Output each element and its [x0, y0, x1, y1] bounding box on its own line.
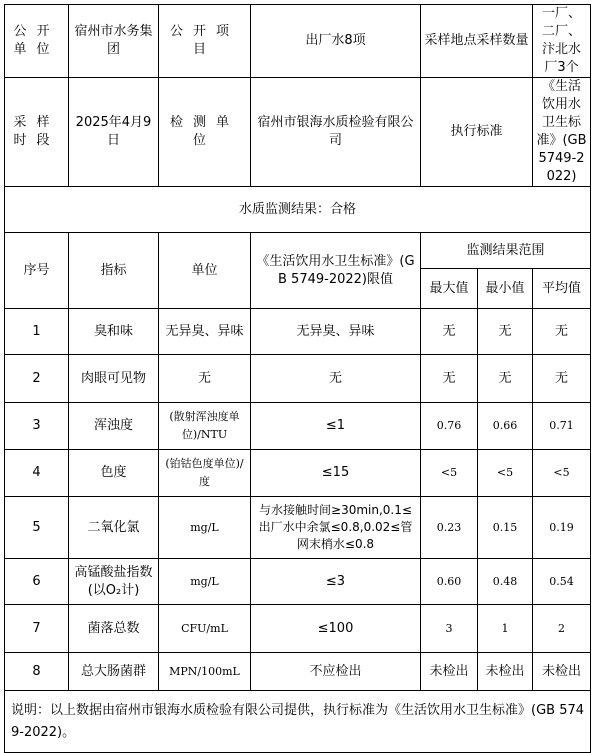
row-limit: ≤3 — [251, 559, 421, 605]
time-value: 2025年4月9日 — [69, 78, 159, 187]
row-limit: ≤100 — [251, 605, 421, 653]
row-unit: CFU/mL — [159, 605, 251, 653]
footnote: 说明：以上数据由宿州市银海水质检验有限公司提供，执行标准为《生活饮用水卫生标准》(GB 5749-2022)。 — [5, 691, 591, 753]
row-indicator: 色度 — [69, 450, 159, 497]
row-avg: 无 — [533, 309, 591, 355]
row-max: 3 — [421, 605, 478, 653]
table-row — [5, 497, 591, 559]
table-row — [5, 653, 591, 691]
row-index: 7 — [5, 605, 69, 653]
publisher-value: 宿州市水务集团 — [69, 5, 159, 78]
col-limit: 《生活饮用水卫生标准》(GB 5749-2022)限值 — [251, 233, 421, 309]
project-label: 公开项目 — [159, 5, 251, 78]
table-row — [5, 403, 591, 450]
row-min: 无 — [478, 355, 533, 403]
row-limit: 不应检出 — [251, 653, 421, 691]
water-quality-table — [4, 4, 591, 753]
col-index: 序号 — [5, 233, 69, 309]
col-max: 最大值 — [421, 269, 478, 309]
standard-value: 《生活饮用水卫生标准》(GB 5749-2022) — [533, 78, 591, 187]
row-index: 2 — [5, 355, 69, 403]
row-avg: 未检出 — [533, 653, 591, 691]
project-value: 出厂水8项 — [251, 5, 421, 78]
table-row — [5, 605, 591, 653]
row-limit: ≤15 — [251, 450, 421, 497]
row-unit: MPN/100mL — [159, 653, 251, 691]
row-limit: 无 — [251, 355, 421, 403]
table-row — [5, 450, 591, 497]
col-unit: 单位 — [159, 233, 251, 309]
row-avg: 无 — [533, 355, 591, 403]
row-max: 0.60 — [421, 559, 478, 605]
row-index: 5 — [5, 497, 69, 559]
row-min: 0.15 — [478, 497, 533, 559]
row-max: 0.76 — [421, 403, 478, 450]
row-min: 0.48 — [478, 559, 533, 605]
table-row — [5, 559, 591, 605]
col-indicator: 指标 — [69, 233, 159, 309]
time-label: 采样时段 — [5, 78, 69, 187]
row-avg: <5 — [533, 450, 591, 497]
row-avg: 0.71 — [533, 403, 591, 450]
agency-value: 宿州市银海水质检验有限公司 — [251, 78, 421, 187]
row-indicator: 高锰酸盐指数(以O₂计) — [69, 559, 159, 605]
row-indicator: 菌落总数 — [69, 605, 159, 653]
row-indicator: 二氧化氯 — [69, 497, 159, 559]
publisher-label: 公开单位 — [5, 5, 69, 78]
row-min: 无 — [478, 309, 533, 355]
table-row — [5, 309, 591, 355]
row-max: 0.23 — [421, 497, 478, 559]
row-max: 未检出 — [421, 653, 478, 691]
row-avg: 0.19 — [533, 497, 591, 559]
row-indicator: 臭和味 — [69, 309, 159, 355]
row-min: <5 — [478, 450, 533, 497]
row-index: 8 — [5, 653, 69, 691]
row-unit: 无异臭、异味 — [159, 309, 251, 355]
row-max: 无 — [421, 355, 478, 403]
col-min: 最小值 — [478, 269, 533, 309]
row-min: 未检出 — [478, 653, 533, 691]
standard-label: 执行标准 — [421, 78, 533, 187]
row-limit: ≤1 — [251, 403, 421, 450]
row-unit: (铂钴色度单位)/度 — [159, 450, 251, 497]
row-limit: 无异臭、异味 — [251, 309, 421, 355]
result-line: 水质监测结果：合格 — [5, 187, 591, 233]
row-avg: 2 — [533, 605, 591, 653]
col-avg: 平均值 — [533, 269, 591, 309]
row-index: 6 — [5, 559, 69, 605]
row-unit: mg/L — [159, 497, 251, 559]
row-unit: mg/L — [159, 559, 251, 605]
row-limit: 与水接触时间≥30min,0.1≤出厂水中余氯≤0.8,0.02≤管网末梢水≤0.8 — [251, 497, 421, 559]
row-indicator: 浑浊度 — [69, 403, 159, 450]
row-min: 1 — [478, 605, 533, 653]
site-label: 采样地点采样数量 — [421, 5, 533, 78]
row-index: 3 — [5, 403, 69, 450]
row-indicator: 总大肠菌群 — [69, 653, 159, 691]
row-min: 0.66 — [478, 403, 533, 450]
row-indicator: 肉眼可见物 — [69, 355, 159, 403]
row-unit: (散射浑浊度单位)/NTU — [159, 403, 251, 450]
table-row — [5, 355, 591, 403]
site-value: 一厂、二厂、汴北水厂3个 — [533, 5, 591, 78]
row-unit: 无 — [159, 355, 251, 403]
row-index: 4 — [5, 450, 69, 497]
row-max: <5 — [421, 450, 478, 497]
agency-label: 检测单位 — [159, 78, 251, 187]
row-index: 1 — [5, 309, 69, 355]
row-avg: 0.54 — [533, 559, 591, 605]
col-range: 监测结果范围 — [421, 233, 591, 269]
row-max: 无 — [421, 309, 478, 355]
